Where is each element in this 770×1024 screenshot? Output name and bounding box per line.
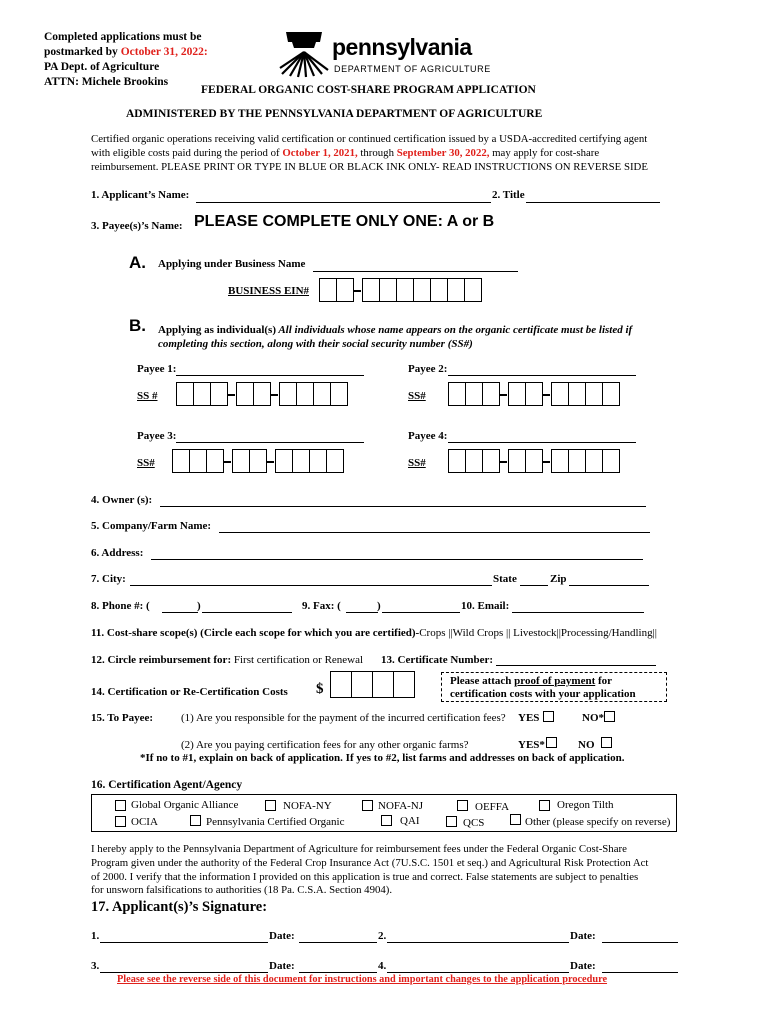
- q2-yes-checkbox[interactable]: [546, 737, 557, 748]
- payee3-label: Payee 3:: [137, 430, 177, 442]
- separator-dash: [543, 394, 550, 396]
- digit-box[interactable]: [464, 278, 482, 302]
- digit-box[interactable]: [326, 449, 344, 473]
- reimbursement-row: [91, 654, 363, 666]
- digit-box[interactable]: [482, 382, 500, 406]
- business-ein-field[interactable]: [319, 278, 491, 302]
- digit-box[interactable]: [551, 449, 569, 473]
- agency-global-organic-alliance-checkbox[interactable]: [115, 800, 126, 811]
- sig4-number: 4.: [378, 960, 387, 972]
- mail-line-1: Completed applications must be: [44, 31, 202, 43]
- digit-box[interactable]: [482, 449, 500, 473]
- digit-box[interactable]: [525, 449, 543, 473]
- digit-box[interactable]: [292, 449, 310, 473]
- sig2-date-field[interactable]: [602, 942, 678, 943]
- cert-number-field[interactable]: [496, 665, 656, 666]
- digit-box[interactable]: [236, 382, 254, 406]
- mailing-instructions: [44, 30, 208, 90]
- form-subtitle: ADMINISTERED BY THE PENNSYLVANIA DEPARTMENT OF AGRICULTURE: [126, 108, 543, 120]
- payee1-ss-label: SS #: [137, 390, 158, 402]
- complete-one-banner: PLEASE COMPLETE ONLY ONE: A or B: [194, 213, 495, 230]
- fax-area-field[interactable]: [346, 612, 378, 613]
- payee4-ss-field[interactable]: [448, 449, 628, 473]
- digit-box[interactable]: [393, 671, 415, 698]
- title-label: 2. Title: [492, 189, 525, 201]
- q2-no-label: NO: [578, 739, 595, 751]
- digit-box[interactable]: [249, 449, 267, 473]
- dollar-sign: $: [316, 681, 324, 697]
- digit-box[interactable]: [275, 449, 293, 473]
- payee2-ss-label: SS#: [408, 390, 426, 402]
- city-field[interactable]: [130, 585, 492, 586]
- digit-box[interactable]: [568, 382, 586, 406]
- date-end: September 30, 2022,: [396, 147, 490, 159]
- digit-box[interactable]: [336, 278, 354, 302]
- logo-name: pennsylvania: [332, 34, 472, 60]
- digit-box[interactable]: [362, 278, 380, 302]
- agency-nofa-ny-checkbox[interactable]: [265, 800, 276, 811]
- applicant-name-field[interactable]: [196, 202, 491, 203]
- reimbursement-options[interactable]: First certification or Renewal: [231, 654, 364, 666]
- payee2-ss-field[interactable]: [448, 382, 628, 406]
- digit-box[interactable]: [206, 449, 224, 473]
- signature-heading: 17. Applicant(s)’s Signature:: [91, 899, 268, 915]
- section-b-letter: B.: [129, 316, 146, 335]
- payee1-field[interactable]: [176, 375, 364, 376]
- reimbursement-label: 12. Circle reimbursement for:: [91, 654, 232, 666]
- payee3-ss-field[interactable]: [172, 449, 352, 473]
- scope-row: [91, 627, 657, 639]
- separator-dash: [354, 290, 361, 292]
- attach-proof-note: Please attach proof of payment for certification costs with your application: [441, 672, 667, 702]
- payee1-label: Payee 1:: [137, 363, 177, 375]
- digit-box[interactable]: [508, 382, 526, 406]
- digit-box[interactable]: [413, 278, 431, 302]
- separator-dash: [500, 461, 507, 463]
- payee-name-label: 3. Payee(s)’s Name:: [91, 220, 183, 232]
- digit-box[interactable]: [602, 449, 620, 473]
- q1-no-checkbox[interactable]: [604, 711, 615, 722]
- sig2-date-label: Date:: [570, 930, 596, 942]
- digit-box[interactable]: [447, 278, 465, 302]
- owner-label: 4. Owner (s):: [91, 494, 153, 506]
- separator-dash: [271, 394, 278, 396]
- phone-area-field[interactable]: [162, 612, 198, 613]
- digit-box[interactable]: [508, 449, 526, 473]
- intro-line-3: reimbursement. PLEASE PRINT OR TYPE IN BLUE OR BLACK INK ONLY- READ INSTRUCTIONS ON REVERSE SIDE: [91, 161, 648, 173]
- sig3-date-field[interactable]: [299, 972, 377, 973]
- digit-box[interactable]: [330, 382, 348, 406]
- digit-box[interactable]: [551, 382, 569, 406]
- email-field[interactable]: [512, 612, 644, 613]
- cert-costs-label: 14. Certification or Re-Certification Costs: [91, 686, 288, 698]
- payee3-ss-label: SS#: [137, 457, 155, 469]
- sig4-field[interactable]: [387, 972, 569, 973]
- digit-box[interactable]: [330, 671, 352, 698]
- sig1-number: 1.: [91, 930, 100, 942]
- business-name-field[interactable]: [313, 271, 518, 272]
- digit-box[interactable]: [253, 382, 271, 406]
- digit-box[interactable]: [232, 449, 250, 473]
- q1-yes-label: YES: [518, 712, 540, 724]
- company-field[interactable]: [219, 532, 650, 533]
- sig3-date-label: Date:: [269, 960, 295, 972]
- digit-box[interactable]: [585, 382, 603, 406]
- sig1-field[interactable]: [100, 942, 268, 943]
- separator-dash: [543, 461, 550, 463]
- digit-box[interactable]: [448, 449, 466, 473]
- fax-label: 9. Fax: (: [302, 600, 341, 612]
- payee-footnote: *If no to #1, explain on back of application. If yes to #2, list farms and addresses on back of application.: [140, 752, 625, 764]
- agency-nofa-ny: NOFA-NY: [283, 800, 332, 812]
- owner-field[interactable]: [160, 506, 646, 507]
- date-start: October 1, 2021,: [282, 147, 358, 159]
- business-ein-label: BUSINESS EIN#: [228, 285, 310, 297]
- city-label: 7. City:: [91, 573, 126, 585]
- certification-paragraph: I hereby apply to the Pennsylvania Department of Agriculture for reimbursement fees under the Federal Organic Cost-Share Program given under the authority of the Federal Crop Insurance Act (7U.S.C. 1501 et seq.) and Agricultural Risk Protection Act of 2000. I verify that the information I provided on this application is true and correct. False statements are subject to penalties for unsworn falsifications to authorities (18 Pa. C.S.A. Section 4904).: [91, 843, 649, 897]
- separator-dash: [228, 394, 235, 396]
- sig1-date-field[interactable]: [299, 942, 377, 943]
- logo-department: DEPARTMENT OF AGRICULTURE: [334, 64, 491, 74]
- digit-box[interactable]: [465, 449, 483, 473]
- title-field[interactable]: [526, 202, 660, 203]
- agency-nofa-nj: NOFA-NJ: [378, 800, 424, 812]
- q1-no-label: NO*: [582, 712, 604, 724]
- agency-qai: QAI: [400, 815, 420, 827]
- sig4-date-field[interactable]: [602, 972, 678, 973]
- intro-paragraph: [91, 132, 691, 174]
- payee1-ss-field[interactable]: [176, 382, 356, 406]
- sig2-field[interactable]: [387, 942, 569, 943]
- zip-field[interactable]: [569, 585, 649, 586]
- payee4-label: Payee 4:: [408, 430, 448, 442]
- agency-pco: Pennsylvania Certified Organic: [206, 816, 345, 828]
- cert-costs-field[interactable]: [330, 671, 434, 698]
- phone-paren: ): [197, 600, 201, 612]
- digit-box[interactable]: [309, 449, 327, 473]
- digit-box[interactable]: [602, 382, 620, 406]
- payee4-field[interactable]: [448, 442, 636, 443]
- digit-box[interactable]: [193, 382, 211, 406]
- sig3-field[interactable]: [100, 972, 268, 973]
- payee3-field[interactable]: [176, 442, 364, 443]
- digit-box[interactable]: [189, 449, 207, 473]
- fax-number-field[interactable]: [382, 612, 460, 613]
- digit-box[interactable]: [465, 382, 483, 406]
- digit-box[interactable]: [279, 382, 297, 406]
- section-b-text: Applying as individual(s) All individuals whose name appears on the organic certificate must be listed if completing this section, along with their social security number (SS#): [158, 324, 633, 350]
- agency-qcs-checkbox[interactable]: [446, 816, 457, 827]
- mail-line-2: postmarked by October 31, 2022:: [44, 46, 208, 58]
- intro-line-2: with eligible costs paid during the period of October 1, 2021, through September 30, 2022, may apply for cost-share: [91, 147, 600, 159]
- digit-box[interactable]: [210, 382, 228, 406]
- cert-number-label: 13. Certificate Number:: [381, 654, 494, 666]
- digit-box[interactable]: [176, 382, 194, 406]
- sig3-number: 3.: [91, 960, 100, 972]
- phone-label: 8. Phone #: (: [91, 600, 150, 612]
- agency-oeffa-checkbox[interactable]: [457, 800, 468, 811]
- agency-oregon-tilth-checkbox[interactable]: [539, 800, 550, 811]
- digit-box[interactable]: [172, 449, 190, 473]
- applicant-name-label: 1. Applicant’s Name:: [91, 189, 190, 201]
- agency-global-organic-alliance: Global Organic Alliance: [131, 799, 239, 811]
- state-label: State: [493, 573, 517, 585]
- sig1-date-label: Date:: [269, 930, 295, 942]
- question-1: (1) Are you responsible for the payment of the incurred certification fees?: [181, 712, 506, 724]
- question-2: (2) Are you paying certification fees for any other organic farms?: [181, 739, 469, 751]
- q2-no-checkbox[interactable]: [601, 737, 612, 748]
- agency-other: Other (please specify on reverse): [525, 816, 671, 828]
- digit-box[interactable]: [379, 278, 397, 302]
- mail-line-3: PA Dept. of Agriculture: [44, 61, 160, 73]
- digit-box[interactable]: [313, 382, 331, 406]
- scope-options[interactable]: Crops ||Wild Crops || Livestock||Processing/Handling||: [419, 627, 657, 639]
- digit-box[interactable]: [568, 449, 586, 473]
- section-a-letter: A.: [129, 253, 146, 272]
- state-field[interactable]: [520, 585, 548, 586]
- agency-oregon-tilth: Oregon Tilth: [557, 799, 614, 811]
- agency-nofa-nj-checkbox[interactable]: [362, 800, 373, 811]
- payee2-label: Payee 2:: [408, 363, 448, 375]
- zip-label: Zip: [550, 573, 567, 585]
- agency-ocia-checkbox[interactable]: [115, 816, 126, 827]
- agency-ocia: OCIA: [131, 816, 158, 828]
- section-a-label: Applying under Business Name: [158, 258, 306, 270]
- separator-dash: [224, 461, 231, 463]
- keystone-logo-icon: [278, 28, 330, 78]
- digit-box[interactable]: [351, 671, 373, 698]
- sig2-number: 2.: [378, 930, 387, 942]
- payee4-ss-label: SS#: [408, 457, 426, 469]
- address-label: 6. Address:: [91, 547, 144, 559]
- digit-box[interactable]: [448, 382, 466, 406]
- phone-number-field[interactable]: [202, 612, 292, 613]
- digit-box[interactable]: [396, 278, 414, 302]
- separator-dash: [267, 461, 274, 463]
- fax-paren: ): [377, 600, 381, 612]
- digit-box[interactable]: [525, 382, 543, 406]
- agency-other-checkbox[interactable]: [510, 814, 521, 825]
- sig4-date-label: Date:: [570, 960, 596, 972]
- address-field[interactable]: [151, 559, 643, 560]
- agency-pco-checkbox[interactable]: [190, 815, 201, 826]
- q2-yes-label: YES*: [518, 739, 545, 751]
- agent-label: 16. Certification Agent/Agency: [91, 779, 243, 791]
- agency-qai-checkbox[interactable]: [381, 815, 392, 826]
- form-title: FEDERAL ORGANIC COST-SHARE PROGRAM APPLICATION: [201, 84, 536, 96]
- to-payee-label: 15. To Payee:: [91, 712, 154, 724]
- agency-oeffa: OEFFA: [475, 801, 510, 813]
- mail-line-4: ATTN: Michele Brookins: [44, 76, 169, 88]
- q1-yes-checkbox[interactable]: [543, 711, 554, 722]
- reverse-side-notice: Please see the reverse side of this document for instructions and important changes to the application procedure: [117, 974, 608, 985]
- digit-box[interactable]: [585, 449, 603, 473]
- digit-box[interactable]: [372, 671, 394, 698]
- scope-label: 11. Cost-share scope(s) (Circle each scope for which you are certified)-: [91, 627, 420, 639]
- digit-box[interactable]: [430, 278, 448, 302]
- intro-line-1: Certified organic operations receiving valid certification or continued certification issued by a USDA-accredited certifying agent: [91, 133, 648, 145]
- email-label: 10. Email:: [461, 600, 510, 612]
- digit-box[interactable]: [319, 278, 337, 302]
- agency-qcs: QCS: [463, 817, 485, 829]
- mail-deadline: October 31, 2022:: [120, 46, 208, 58]
- company-label: 5. Company/Farm Name:: [91, 520, 212, 532]
- digit-box[interactable]: [296, 382, 314, 406]
- payee2-field[interactable]: [448, 375, 636, 376]
- pa-logo: [278, 28, 508, 80]
- separator-dash: [500, 394, 507, 396]
